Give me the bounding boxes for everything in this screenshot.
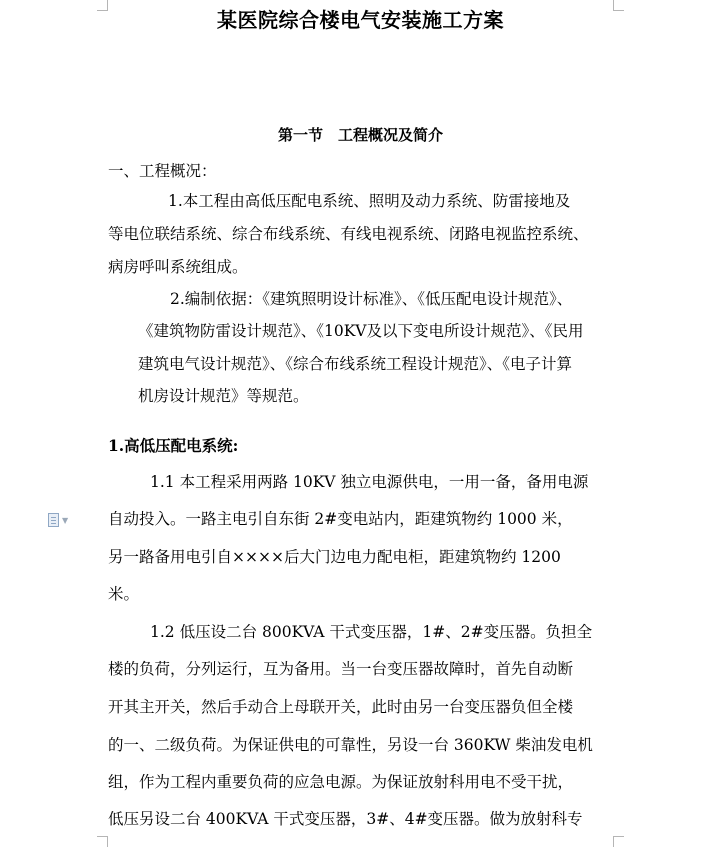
paragraph-line: 自动投入。一路主电引自东街 2#变电站内，距建筑物约 1000 米， (108, 510, 573, 528)
paragraph-line: 病房呼叫系统组成。 (108, 258, 248, 276)
subheading: 1.高低压配电系统: (108, 436, 239, 455)
paragraph-line: 1.本工程由高低压配电系统、照明及动力系统、防雷接地及 (168, 192, 571, 210)
document-title: 某医院综合楼电气安装施工方案 (217, 8, 504, 32)
paragraph-line: 《建筑物防雷设计规范》、《10KV及以下变电所设计规范》、《民用 (138, 322, 584, 340)
paragraph-line: 1.2 低压设二台 800KVA 干式变压器，1#、2#变压器。负担全 (150, 623, 593, 641)
paragraph-line: 建筑电气设计规范》、《综合布线系统工程设计规范》、《电子计算 (138, 355, 573, 373)
paragraph-line: 低压另设二台 400KVA 干式变压器，3#、4#变压器。做为放射科专 (108, 810, 583, 828)
overview-heading: 一、工程概况： (108, 162, 217, 180)
paragraph-line: 楼的负荷，分列运行，互为备用。当一台变压器故障时，首先自动断 (108, 660, 574, 678)
paragraph-line: 米。 (108, 585, 140, 603)
paragraph-line: 组，作为工程内重要负荷的应急电源。为保证放射科用电不受干扰， (108, 773, 574, 791)
paragraph-line: 等电位联结系统、综合布线系统、有线电视系统、闭路电视监控系统、 (108, 225, 589, 243)
margin-corner-mark (97, 836, 108, 847)
page-icon (48, 513, 59, 527)
margin-corner-mark (613, 836, 624, 847)
section-title: 第一节 工程概况及简介 (277, 126, 443, 144)
document-options-icon[interactable] (48, 513, 74, 527)
chevron-down-icon: ▼ (62, 515, 69, 525)
paragraph-line: 另一路备用电引自××××后大门边电力配电柜，距建筑物约 1200 (108, 548, 561, 566)
paragraph-line: 开其主开关，然后手动合上母联开关，此时由另一台变压器负但全楼 (108, 698, 574, 716)
paragraph-line: 的一、二级负荷。为保证供电的可靠性，另设一台 360KW 柴油发电机 (108, 736, 593, 754)
paragraph-line: 2.编制依据：《建筑照明设计标准》、《低压配电设计规范》、 (170, 290, 573, 308)
paragraph-line: 1.1 本工程采用两路 10KV 独立电源供电，一用一备，备用电源 (150, 473, 589, 491)
paragraph-line: 机房设计规范》等规范。 (138, 387, 309, 405)
